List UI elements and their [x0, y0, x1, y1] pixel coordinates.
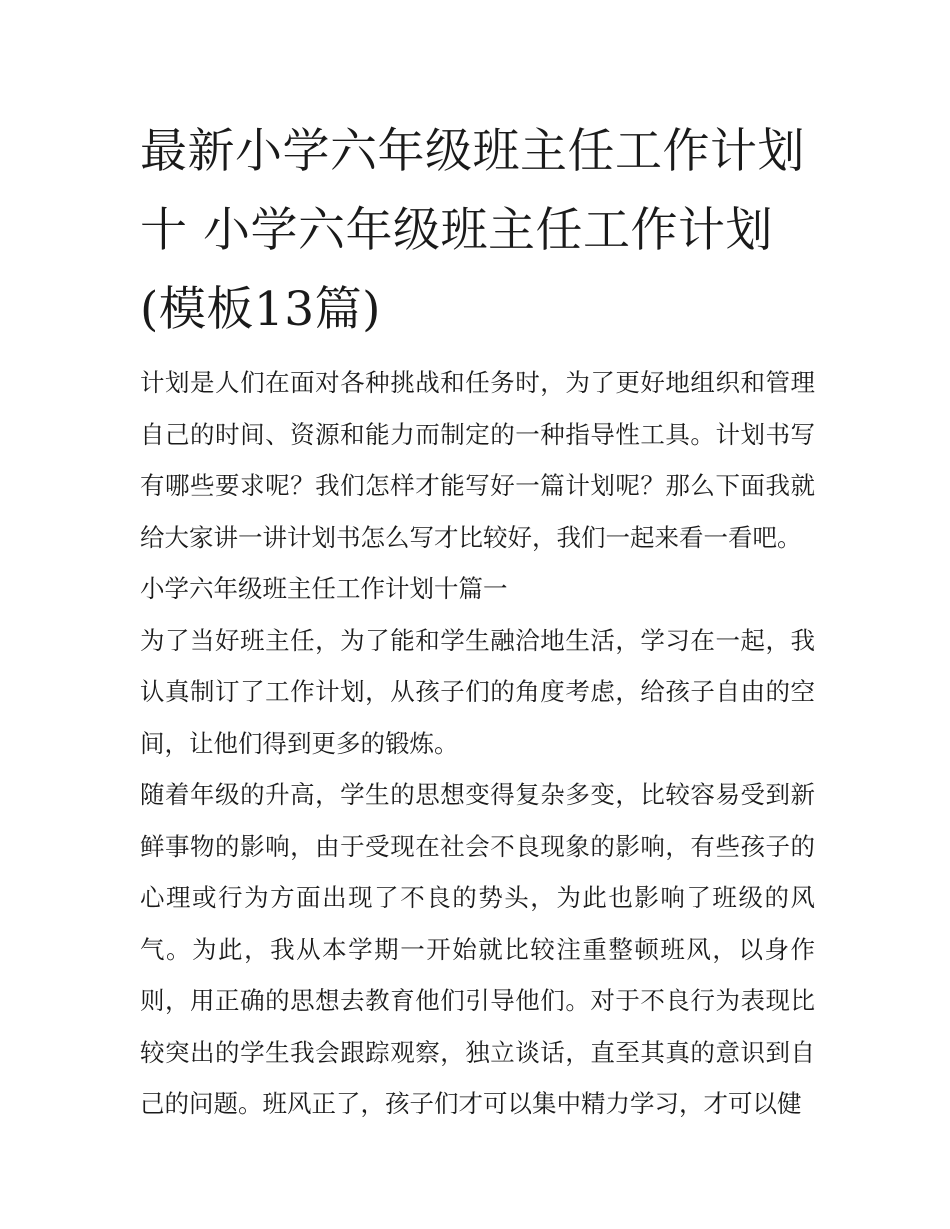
intro-paragraph: 计划是人们在面对各种挑战和任务时，为了更好地组织和管理自己的时间、资源和能力而制定的一种指导性工具。计划书写有哪些要求呢？我们怎样才能写好一篇计划呢？那么下面我就给大家讲一讲计划书怎么写才比较好，我们一起来看一看吧。 [140, 368, 815, 552]
document-page [140, 112, 815, 1130]
document-title: 最新小学六年级班主任工作计划十 小学六年级班主任工作计划(模板13篇) [140, 124, 805, 337]
section-heading: 小学六年级班主任工作计划十篇一 [140, 574, 508, 603]
body-paragraph-1: 为了当好班主任，为了能和学生融洽地生活，学习在一起，我认真制订了工作计划，从孩子们的角度考虑，给孩子自由的空间，让他们得到更多的锻炼。 [140, 625, 815, 758]
body-paragraph-2: 随着年级的升高，学生的思想变得复杂多变，比较容易受到新鲜事物的影响，由于受现在社会不良现象的影响，有些孩子的心理或行为方面出现了不良的势头，为此也影响了班级的风气。为此，我从本学期一开始就比较注重整顿班风，以身作则，用正确的思想去教育他们引导他们。对于不良行为表现比较突出的学生我会跟踪观察，独立谈话，直至其真的意识到自己的问题。班风正了，孩子们才可以集中精力学习，才可以健 [140, 780, 815, 1118]
